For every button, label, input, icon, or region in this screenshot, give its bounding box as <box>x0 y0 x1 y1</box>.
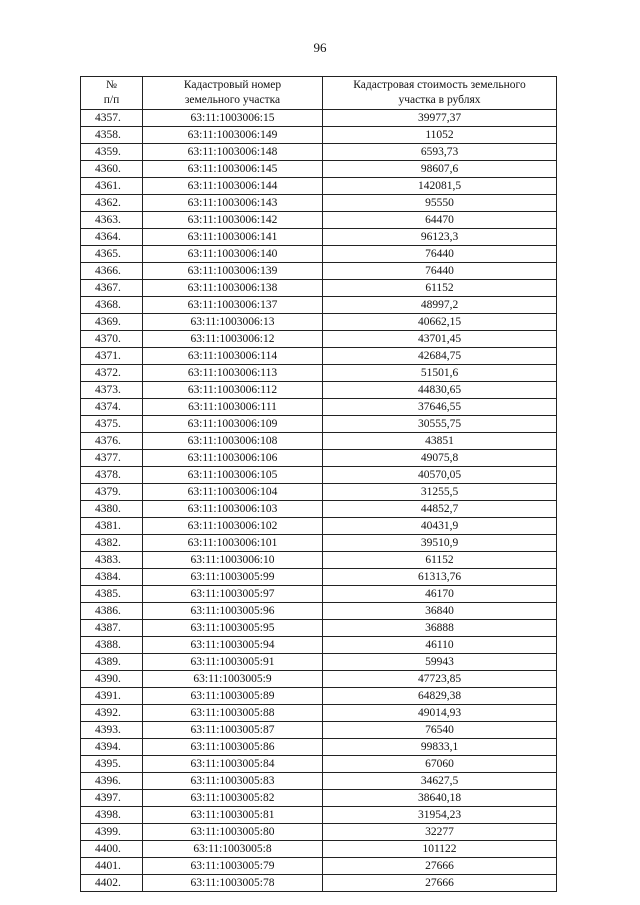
cadastral-number: 63:11:1003006:114 <box>143 348 323 365</box>
table-row <box>81 484 557 501</box>
table-row <box>81 195 557 212</box>
cadastral-table <box>80 76 557 892</box>
cadastral-cost: 48997,2 <box>323 297 557 314</box>
table-header-row <box>81 77 557 110</box>
cadastral-cost: 61152 <box>323 280 557 297</box>
table-row <box>81 348 557 365</box>
row-number: 4359. <box>81 144 143 161</box>
row-number: 4378. <box>81 467 143 484</box>
row-number: 4389. <box>81 654 143 671</box>
cadastral-cost: 32277 <box>323 824 557 841</box>
row-number: 4381. <box>81 518 143 535</box>
table-row <box>81 722 557 739</box>
cadastral-cost: 42684,75 <box>323 348 557 365</box>
row-number: 4398. <box>81 807 143 824</box>
row-number: 4365. <box>81 246 143 263</box>
header-cadastral-cost: Кадастровая стоимость земельного участка в рублях <box>323 77 557 110</box>
table-row <box>81 212 557 229</box>
cadastral-cost: 46170 <box>323 586 557 603</box>
cadastral-number: 63:11:1003006:102 <box>143 518 323 535</box>
table-row <box>81 603 557 620</box>
cadastral-cost: 98607,6 <box>323 161 557 178</box>
table-row <box>81 705 557 722</box>
cadastral-number: 63:11:1003005:8 <box>143 841 323 858</box>
cadastral-number: 63:11:1003006:137 <box>143 297 323 314</box>
row-number: 4387. <box>81 620 143 637</box>
table-row <box>81 569 557 586</box>
cadastral-number: 63:11:1003005:81 <box>143 807 323 824</box>
table-row <box>81 654 557 671</box>
cadastral-cost: 11052 <box>323 127 557 144</box>
row-number: 4386. <box>81 603 143 620</box>
row-number: 4371. <box>81 348 143 365</box>
cadastral-number: 63:11:1003006:138 <box>143 280 323 297</box>
cadastral-cost: 76440 <box>323 246 557 263</box>
cadastral-number: 63:11:1003006:103 <box>143 501 323 518</box>
table-row <box>81 433 557 450</box>
row-number: 4402. <box>81 875 143 892</box>
table-row <box>81 552 557 569</box>
cadastral-number: 63:11:1003005:86 <box>143 739 323 756</box>
row-number: 4366. <box>81 263 143 280</box>
table-row <box>81 841 557 858</box>
row-number: 4372. <box>81 365 143 382</box>
cadastral-number: 63:11:1003005:78 <box>143 875 323 892</box>
cadastral-cost: 61313,76 <box>323 569 557 586</box>
table-row <box>81 416 557 433</box>
cadastral-cost: 43851 <box>323 433 557 450</box>
table-row <box>81 297 557 314</box>
cadastral-number: 63:11:1003005:97 <box>143 586 323 603</box>
cadastral-number: 63:11:1003006:113 <box>143 365 323 382</box>
row-number: 4379. <box>81 484 143 501</box>
cadastral-number: 63:11:1003006:105 <box>143 467 323 484</box>
table-row <box>81 671 557 688</box>
cadastral-cost: 44830,65 <box>323 382 557 399</box>
cadastral-number: 63:11:1003005:96 <box>143 603 323 620</box>
cadastral-cost: 76440 <box>323 263 557 280</box>
table-row <box>81 535 557 552</box>
table-row <box>81 144 557 161</box>
cadastral-cost: 31255,5 <box>323 484 557 501</box>
cadastral-number: 63:11:1003005:79 <box>143 858 323 875</box>
table-row <box>81 637 557 654</box>
cadastral-number: 63:11:1003006:139 <box>143 263 323 280</box>
cadastral-number: 63:11:1003006:144 <box>143 178 323 195</box>
cadastral-cost: 47723,85 <box>323 671 557 688</box>
row-number: 4390. <box>81 671 143 688</box>
cadastral-cost: 51501,6 <box>323 365 557 382</box>
cadastral-cost: 34627,5 <box>323 773 557 790</box>
row-number: 4370. <box>81 331 143 348</box>
row-number: 4385. <box>81 586 143 603</box>
row-number: 4388. <box>81 637 143 654</box>
cadastral-number: 63:11:1003006:143 <box>143 195 323 212</box>
table-row <box>81 127 557 144</box>
cadastral-number: 63:11:1003006:140 <box>143 246 323 263</box>
cadastral-number: 63:11:1003006:108 <box>143 433 323 450</box>
table-row <box>81 110 557 127</box>
cadastral-cost: 30555,75 <box>323 416 557 433</box>
cadastral-number: 63:11:1003005:87 <box>143 722 323 739</box>
row-number: 4375. <box>81 416 143 433</box>
cadastral-cost: 37646,55 <box>323 399 557 416</box>
cadastral-cost: 27666 <box>323 858 557 875</box>
cadastral-cost: 43701,45 <box>323 331 557 348</box>
table-row <box>81 756 557 773</box>
row-number: 4374. <box>81 399 143 416</box>
cadastral-number: 63:11:1003005:99 <box>143 569 323 586</box>
table-row <box>81 178 557 195</box>
cadastral-cost: 101122 <box>323 841 557 858</box>
cadastral-number: 63:11:1003006:112 <box>143 382 323 399</box>
row-number: 4376. <box>81 433 143 450</box>
table-row <box>81 586 557 603</box>
cadastral-number: 63:11:1003006:12 <box>143 331 323 348</box>
cadastral-number: 63:11:1003006:145 <box>143 161 323 178</box>
row-number: 4363. <box>81 212 143 229</box>
cadastral-number: 63:11:1003006:142 <box>143 212 323 229</box>
table-row <box>81 773 557 790</box>
cadastral-number: 63:11:1003006:111 <box>143 399 323 416</box>
row-number: 4397. <box>81 790 143 807</box>
cadastral-cost: 44852,7 <box>323 501 557 518</box>
table-row <box>81 501 557 518</box>
table-row <box>81 399 557 416</box>
cadastral-number: 63:11:1003006:141 <box>143 229 323 246</box>
table-row <box>81 807 557 824</box>
cadastral-number: 63:11:1003005:9 <box>143 671 323 688</box>
cadastral-number: 63:11:1003006:101 <box>143 535 323 552</box>
cadastral-number: 63:11:1003006:109 <box>143 416 323 433</box>
header-number: № п/п <box>81 77 143 110</box>
row-number: 4382. <box>81 535 143 552</box>
cadastral-number: 63:11:1003005:80 <box>143 824 323 841</box>
table-row <box>81 790 557 807</box>
page-number: 96 <box>313 40 327 55</box>
cadastral-cost: 39977,37 <box>323 110 557 127</box>
cadastral-number: 63:11:1003005:82 <box>143 790 323 807</box>
cadastral-number: 63:11:1003006:15 <box>143 110 323 127</box>
cadastral-number: 63:11:1003006:10 <box>143 552 323 569</box>
table-row <box>81 450 557 467</box>
row-number: 4358. <box>81 127 143 144</box>
cadastral-number: 63:11:1003005:94 <box>143 637 323 654</box>
cadastral-number: 63:11:1003006:148 <box>143 144 323 161</box>
row-number: 4357. <box>81 110 143 127</box>
cadastral-cost: 6593,73 <box>323 144 557 161</box>
table-row <box>81 280 557 297</box>
row-number: 4399. <box>81 824 143 841</box>
table-row <box>81 518 557 535</box>
cadastral-cost: 64470 <box>323 212 557 229</box>
cadastral-number: 63:11:1003005:83 <box>143 773 323 790</box>
table-row <box>81 246 557 263</box>
table-row <box>81 382 557 399</box>
cadastral-cost: 49075,8 <box>323 450 557 467</box>
row-number: 4380. <box>81 501 143 518</box>
cadastral-cost: 46110 <box>323 637 557 654</box>
cadastral-number: 63:11:1003005:91 <box>143 654 323 671</box>
row-number: 4394. <box>81 739 143 756</box>
cadastral-cost: 27666 <box>323 875 557 892</box>
row-number: 4395. <box>81 756 143 773</box>
table-row <box>81 331 557 348</box>
cadastral-cost: 49014,93 <box>323 705 557 722</box>
table-row <box>81 365 557 382</box>
cadastral-cost: 40662,15 <box>323 314 557 331</box>
table-row <box>81 824 557 841</box>
cadastral-cost: 96123,3 <box>323 229 557 246</box>
row-number: 4377. <box>81 450 143 467</box>
row-number: 4362. <box>81 195 143 212</box>
row-number: 4368. <box>81 297 143 314</box>
table-row <box>81 314 557 331</box>
table-row <box>81 263 557 280</box>
row-number: 4361. <box>81 178 143 195</box>
cadastral-cost: 39510,9 <box>323 535 557 552</box>
row-number: 4383. <box>81 552 143 569</box>
row-number: 4373. <box>81 382 143 399</box>
cadastral-cost: 67060 <box>323 756 557 773</box>
row-number: 4360. <box>81 161 143 178</box>
row-number: 4401. <box>81 858 143 875</box>
cadastral-cost: 36840 <box>323 603 557 620</box>
row-number: 4396. <box>81 773 143 790</box>
row-number: 4392. <box>81 705 143 722</box>
cadastral-cost: 95550 <box>323 195 557 212</box>
table-row <box>81 620 557 637</box>
row-number: 4391. <box>81 688 143 705</box>
cadastral-number: 63:11:1003006:149 <box>143 127 323 144</box>
table-row <box>81 858 557 875</box>
cadastral-cost: 59943 <box>323 654 557 671</box>
cadastral-cost: 40431,9 <box>323 518 557 535</box>
cadastral-cost: 142081,5 <box>323 178 557 195</box>
table-row <box>81 688 557 705</box>
cadastral-number: 63:11:1003005:88 <box>143 705 323 722</box>
cadastral-cost: 40570,05 <box>323 467 557 484</box>
cadastral-cost: 61152 <box>323 552 557 569</box>
cadastral-cost: 64829,38 <box>323 688 557 705</box>
cadastral-number: 63:11:1003006:104 <box>143 484 323 501</box>
cadastral-cost: 76540 <box>323 722 557 739</box>
cadastral-number: 63:11:1003005:84 <box>143 756 323 773</box>
cadastral-cost: 38640,18 <box>323 790 557 807</box>
table-row <box>81 161 557 178</box>
row-number: 4367. <box>81 280 143 297</box>
table-row <box>81 467 557 484</box>
cadastral-number: 63:11:1003006:106 <box>143 450 323 467</box>
header-cadastral-number: Кадастровый номер земельного участка <box>143 77 323 110</box>
row-number: 4369. <box>81 314 143 331</box>
cadastral-number: 63:11:1003005:95 <box>143 620 323 637</box>
cadastral-cost: 36888 <box>323 620 557 637</box>
cadastral-cost: 99833,1 <box>323 739 557 756</box>
table-row <box>81 229 557 246</box>
row-number: 4364. <box>81 229 143 246</box>
table-row <box>81 875 557 892</box>
row-number: 4384. <box>81 569 143 586</box>
cadastral-cost: 31954,23 <box>323 807 557 824</box>
row-number: 4393. <box>81 722 143 739</box>
cadastral-number: 63:11:1003005:89 <box>143 688 323 705</box>
cadastral-number: 63:11:1003006:13 <box>143 314 323 331</box>
row-number: 4400. <box>81 841 143 858</box>
table-row <box>81 739 557 756</box>
table-body <box>81 110 557 892</box>
